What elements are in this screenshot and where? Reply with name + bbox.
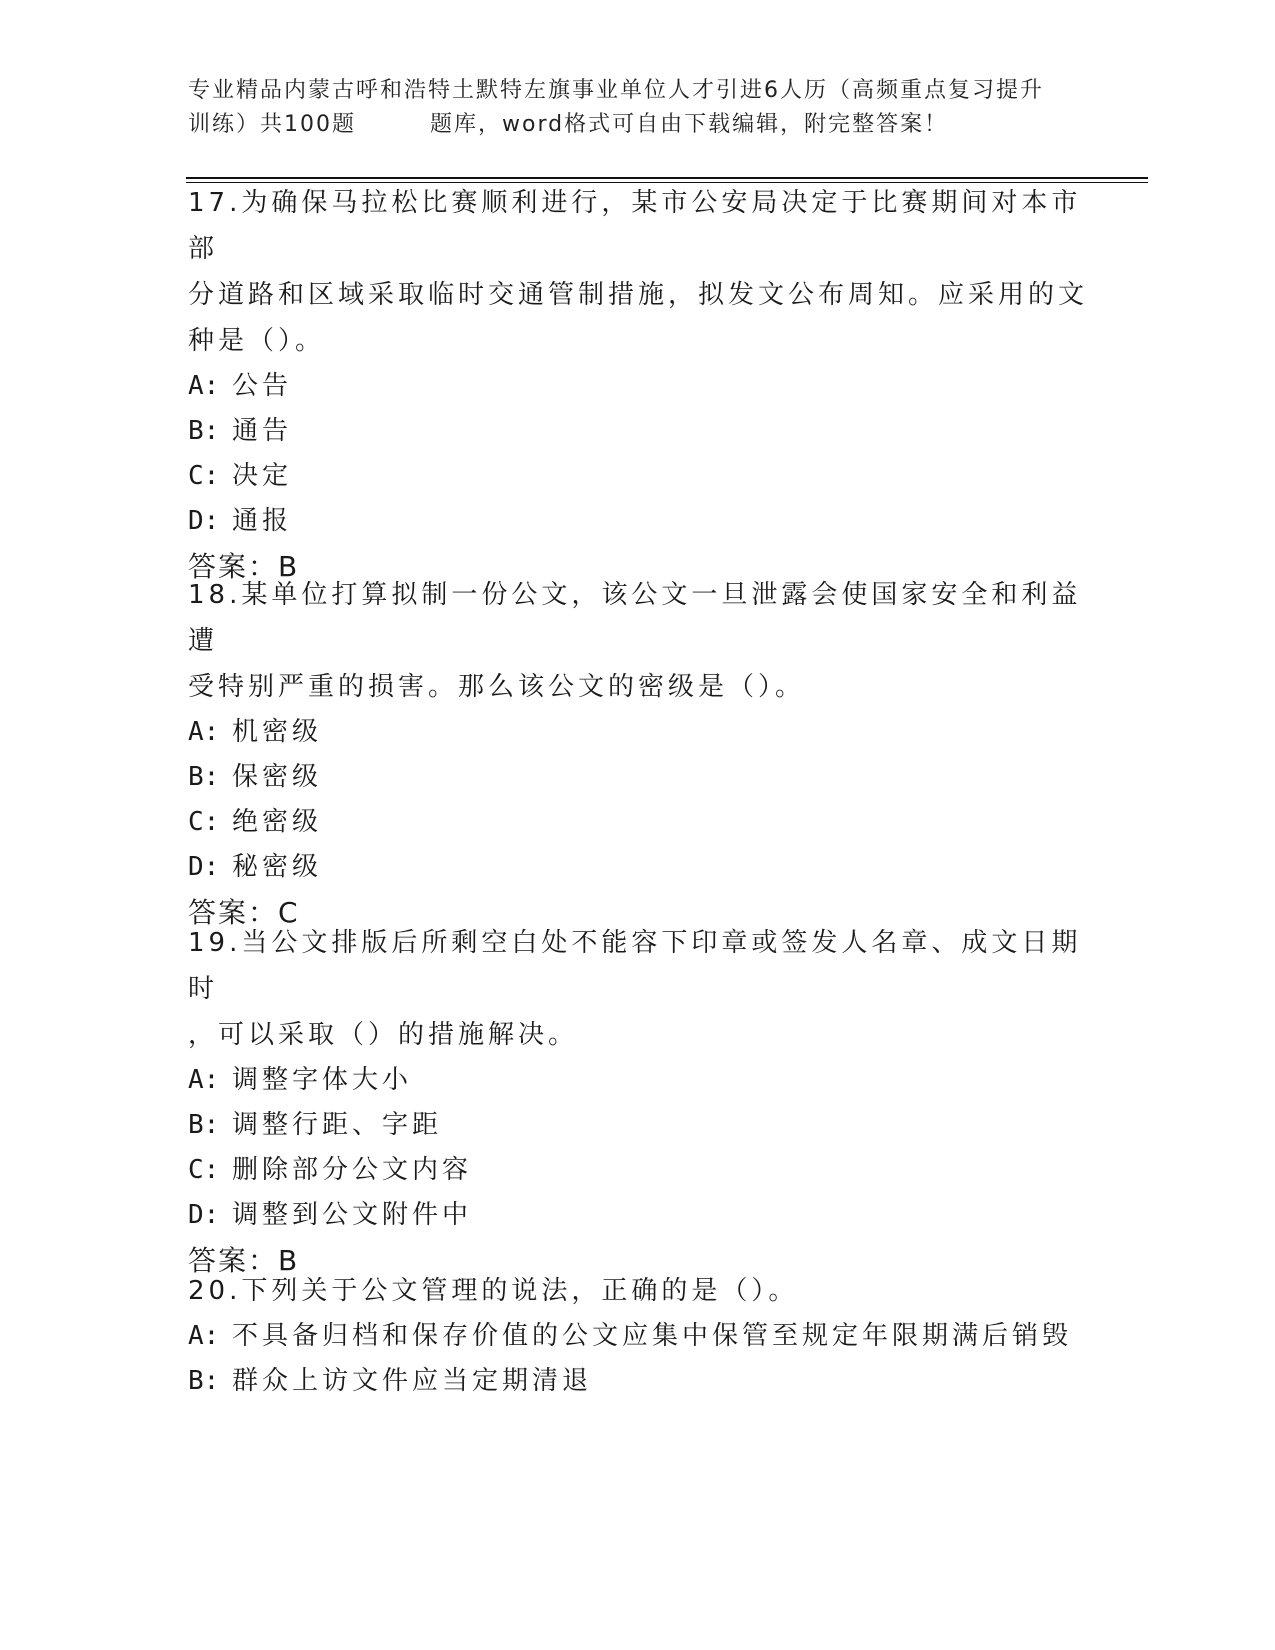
- header-line-2-part-2: 题库，word格式可自由下载编辑，附完整答案！: [430, 112, 949, 137]
- question-stem: [188, 920, 1088, 1058]
- question-20: [188, 1268, 1088, 1404]
- answer: 答案：C: [188, 896, 300, 929]
- option-a: A: 不具备归档和保存价值的公文应集中保管至规定年限期满后销毁: [188, 1321, 1073, 1351]
- document-header: [188, 74, 1088, 142]
- option-a: A: 机密级: [188, 717, 323, 747]
- answer: 答案：B: [188, 1244, 300, 1277]
- stem-line: 种是（）。: [188, 326, 326, 356]
- header-line-1: 专业精品内蒙古呼和浩特土默特左旗事业单位人才引进6人历（高频重点复习提升: [188, 78, 1044, 103]
- stem-line: 18.某单位打算拟制一份公文，该公文一旦泄露会使国家安全和利益遭: [188, 580, 1082, 656]
- stem-line: 19.当公文排版后所剩空白处不能容下印章或签发人名章、成文日期时: [188, 928, 1082, 1004]
- option-b: B: 调整行距、字距: [188, 1110, 443, 1140]
- stem-line: ，可以采取（）的措施解决。: [188, 1020, 579, 1050]
- option-c: C: 决定: [188, 461, 293, 491]
- option-b: B: 通告: [188, 416, 293, 446]
- question-stem: [188, 1268, 1088, 1314]
- stem-line: 分道路和区域采取临时交通管制措施，拟发文公布周知。应采用的文: [188, 280, 1089, 310]
- option-a: A: 调整字体大小: [188, 1065, 413, 1095]
- option-b: B: 保密级: [188, 762, 323, 792]
- option-d: D: 秘密级: [188, 852, 323, 882]
- question-stem: [188, 572, 1088, 710]
- question-stem: [188, 180, 1088, 364]
- answer: 答案：B: [188, 550, 300, 583]
- option-d: D: 通报: [188, 506, 293, 536]
- header-line-2: [188, 108, 1088, 142]
- option-c: C: 绝密级: [188, 807, 323, 837]
- question-18: [188, 572, 1088, 936]
- stem-line: 受特别严重的损害。那么该公文的密级是（）。: [188, 672, 806, 702]
- header-line-2-part-1: 训练）共100题: [188, 112, 356, 137]
- option-b: B: 群众上访文件应当定期清退: [188, 1366, 593, 1396]
- option-d: D: 调整到公文附件中: [188, 1200, 473, 1230]
- option-a: A: 公告: [188, 371, 293, 401]
- stem-line: 20.下列关于公文管理的说法，正确的是（）。: [188, 1276, 799, 1306]
- stem-line: 17.为确保马拉松比赛顺利进行，某市公安局决定于比赛期间对本市部: [188, 188, 1082, 264]
- question-19: [188, 920, 1088, 1284]
- header-rule-thick: [186, 177, 1148, 179]
- option-c: C: 删除部分公文内容: [188, 1155, 473, 1185]
- question-17: [188, 180, 1088, 590]
